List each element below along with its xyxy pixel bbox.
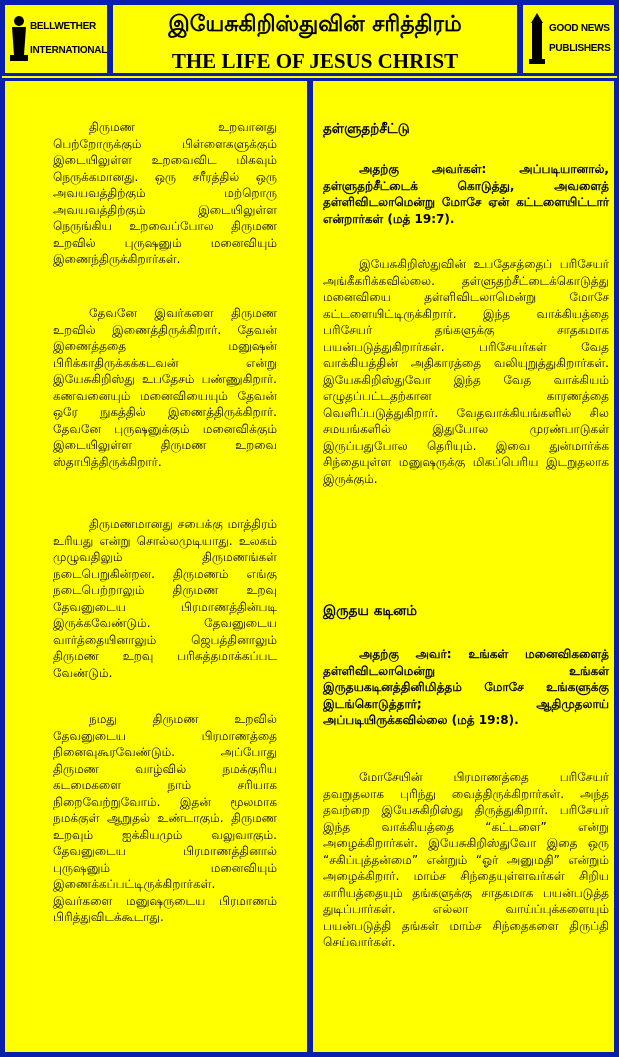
logo-right-line1: GOOD NEWS (549, 23, 610, 34)
left-paragraph-1: திருமண உறவானது பெற்றோருக்கும் பிள்ளைகளுக்கும் இடையிலுள்ள உறவைவிட மிகவும் நெருக்கமானது. ஒரு சரீரத்தில் ஒரு அவயவத்திற்கும் மற்றொரு அவயவத்திற்கும் இடையிலுள்ள நெருங்கிய உறவைப்போல திருமண உறவில் புருஷனும் மனைவியும் இணைந்திருக்கிறார்கள். (53, 120, 277, 266)
left-paragraph-3: திருமணமானது சபைக்கு மாத்திரம் உரியது என்று சொல்லமுடியாது. உலகம் முழுவதிலும் திருமணங்கள் நடைபெறுகின்றன. திருமணம் எங்கு நடைபெற்றாலும் திருமண உறவு தேவனுடைய பிரமாணத்தின்படி இருக்கவேண்டும். தேவனுடைய வார்த்தையினாலும் ஜெபத்தினாலும் திருமண உறவு பரிசுத்தமாக்கப்பட வேண்டும். (53, 517, 277, 680)
logo-line1: BELLWETHER (30, 21, 96, 32)
good-news-logo (520, 2, 617, 76)
left-paragraph-4: நமது திருமண உறவில் தேவனுடைய பிரமாணத்தை நினைவுகூரவேண்டும். அப்போது திருமண வாழ்வில் நமக்குரிய கடமைகளை நாம் சரியாக நிறைவேற்றுவோம். இதன் மூலமாக நமக்குள் ஆறுதல் உண்டாகும். திருமண உறவும் ஐக்கியமும் வலுவாகும். தேவனுடைய பிரமாணத்தினால் புருஷனும் மனைவியும் இணைக்கப்பட்டிருக்கிறார்கள். இவர்களை மனுஷருடைய பிரமாணம் பிரித்துவிடக்கூடாது. (53, 712, 277, 924)
section-heading-certificate: தள்ளுதற்சீட்டு (323, 121, 410, 137)
title-tamil: இயேசுகிறிஸ்துவின் சரித்திரம் (168, 11, 462, 37)
ram-icon (10, 15, 28, 63)
scripture-quote-2: அதற்கு அவர்: உங்கள் மனைவிகளைத் தள்ளிவிடலாமென்று உங்கள் இருதயகடினத்தினிமித்தம் மோசே உங்களுக்கு இடங்கொடுத்தார்; ஆதிமுதலாய் அப்படியிருக்கவில்லை (மத் 19:8). (323, 647, 609, 727)
logo-right-line2: PUBLISHERS (549, 43, 611, 54)
right-column (310, 78, 617, 1055)
section-body-2: மோசேயின் பிரமாணத்தை பரிசேயர் தவறுதலாக புரிந்து வைத்திருக்கிறார்கள். அந்த தவற்றை இயேசுகிறிஸ்து திருத்துகிறார். பரிசேயர் இந்த வாக்கியத்தை “கட்டளை” என்று அழைக்கிறார்கள். இயேசுகிறிஸ்துவோ இதை ஒரு “சகிப்புத்தன்மை” என்றும் “ஓர் அனுமதி” என்றும் அழைக்கிறார். மாம்ச சிந்தையுள்ளவர்கள் சிறிய காரியத்தையும் தங்களுக்கு சாதகமாக பயன்படுத்த துடிப்பார்கள். எல்லா வாய்ப்புக்களையும் பயன்படுத்தி தங்கள் மாம்ச சிந்தைகளை திருப்தி செய்வார்கள். (323, 770, 609, 949)
left-column (2, 78, 310, 1055)
logo-line2: INTERNATIONAL (30, 45, 108, 56)
scripture-quote-1: அதற்கு அவர்கள்: அப்படியானால், தள்ளுதற்சீட்டைக் கொடுத்து, அவளைத் தள்ளிவிடலாமென்று மோசே ஏன் கட்டளையிட்டார் என்றார்கள் (மத் 19:7). (323, 162, 609, 226)
title-english: THE LIFE OF JESUS CHRIST (171, 49, 459, 73)
left-paragraph-2: தேவனே இவர்களை திருமண உறவில் இணைத்திருக்கிறார். தேவன் இணைத்ததை மனுஷன் பிரிக்காதிருக்கக்கடவன் என்று இயேசுகிறிஸ்து உபதேசம் பண்ணுகிறார். கணவனையும் மனைவியையும் தேவன் ஒரே நுகத்தில் இணைத்திருக்கிறார். தேவனே புருஷனுக்கும் மனைவிக்கும் இடையிலுள்ள திருமண உறவை ஸ்தாபித்திருக்கிறார். (53, 306, 277, 469)
title-banner (110, 2, 520, 76)
section-heading-hardness: இருதய கடினம் (323, 603, 418, 619)
bellwether-logo (2, 2, 110, 76)
section-body-1: இயேசுகிறிஸ்துவின் உபதேசத்தைப் பரிசேயர் அங்கீகரிக்கவில்லை. தள்ளுதற்சீட்டைக்கொடுத்து மனைவியை தள்ளிவிடலாமென்று மோசே கட்டளையிட்டிருக்கிறார். இந்த வாக்கியத்தை பரிசேயர் தங்களுக்கு சாதகமாக பயன்படுத்துகிறார்கள். பரிசேயர்கள் வேத வாக்கியத்தின் அதிகாரத்தை வலியுறுத்துகிறார்கள். இயேசுகிறிஸ்துவோ இந்த வேத வாக்கியம் எழுதப்பட்டதற்கான காரணத்தை வெளிப்படுத்துகிறார். வேதவாக்கியங்களில் சில சமயங்களில் இதுபோல முரண்பாடுகள் இருப்பதுபோல தெரியும். இவை துன்மார்க்க சிந்தையுள்ள மனுஷருக்கு மிகப்பெரிய இடறுதலாக இருக்கும். (323, 257, 609, 486)
book-tower-icon (529, 13, 545, 65)
